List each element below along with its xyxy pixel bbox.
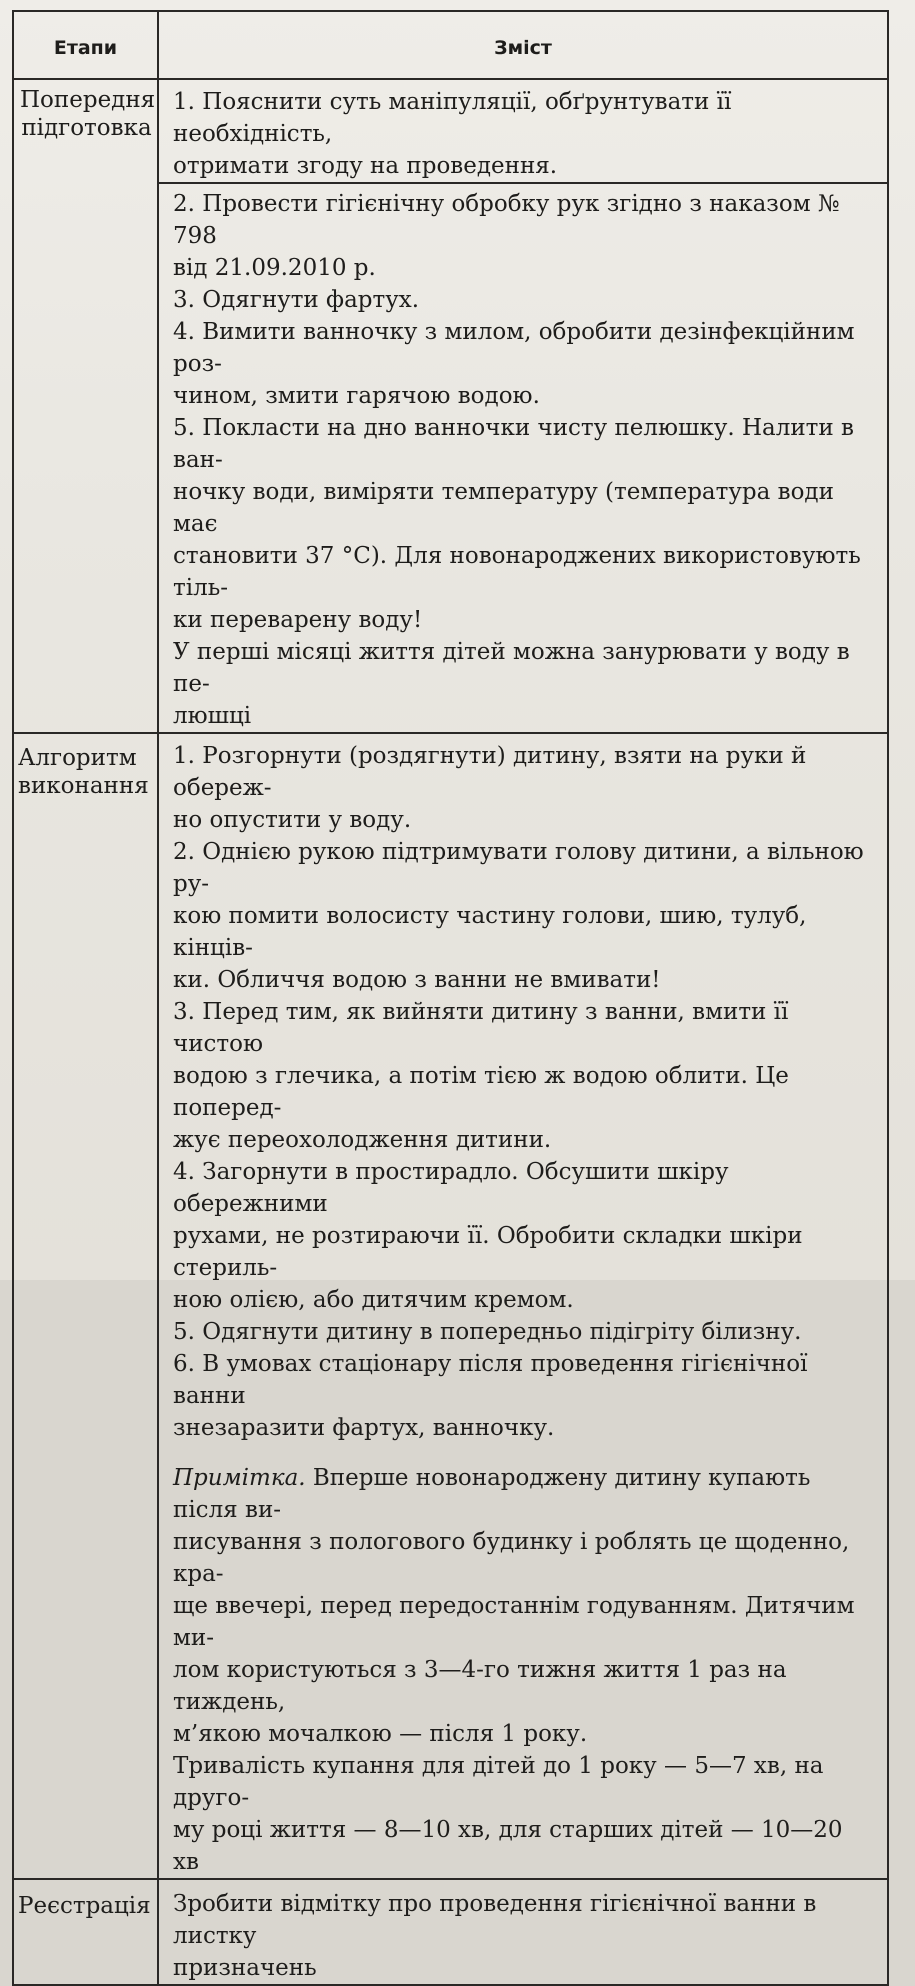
content-registration bbox=[158, 1879, 888, 1985]
spacer bbox=[173, 1444, 873, 1462]
text-line: рухами, не розтираючи її. Обробити складки шкіри стериль- bbox=[173, 1223, 803, 1281]
note-line: лом користуються з 3—4-го тижня життя 1 раз на тиждень, bbox=[173, 1657, 787, 1715]
text-line: 4. Загорнути в простирадло. Обсушити шкіру обережними bbox=[173, 1159, 729, 1217]
note-label: Примітка. bbox=[173, 1465, 306, 1491]
header-content: Зміст bbox=[158, 11, 888, 79]
content-preparation-1 bbox=[158, 79, 888, 183]
text-line: ною олією, або дитячим кремом. bbox=[173, 1287, 574, 1313]
text-line: 3. Перед тим, як вийняти дитину з ванни, вмити її чистою bbox=[173, 999, 789, 1057]
note-line: му році життя — 8—10 хв, для старших дітей — 10—20 хв bbox=[173, 1817, 843, 1875]
note-first-line bbox=[173, 1462, 873, 1526]
text-line: но опустити у воду. bbox=[173, 807, 412, 833]
text-line: чином, змити гарячою водою. bbox=[173, 383, 540, 409]
text-line: 3. Одягнути фартух. bbox=[173, 287, 420, 313]
text-line: від 21.09.2010 р. bbox=[173, 255, 376, 281]
text-line: 5. Покласти на дно ванночки чисту пелюшку. Налити в ван- bbox=[173, 415, 854, 473]
table-row-execution bbox=[13, 733, 888, 1879]
text-line: призначень bbox=[173, 1955, 317, 1981]
stage-execution: Алгоритм виконання bbox=[13, 733, 158, 1879]
note-first-line-text: Вперше новонароджену дитину купають після ви- bbox=[173, 1465, 811, 1523]
text-line: становити 37 °С). Для новонароджених використовують тіль- bbox=[173, 543, 861, 601]
text-line: 4. Вимити ванночку з милом, обробити дезінфекційним роз- bbox=[173, 319, 855, 377]
note-line: писування з пологового будинку і роблять це щоденно, кра- bbox=[173, 1529, 850, 1587]
text-line: 2. Провести гігієнічну обробку рук згідно з наказом № 798 bbox=[173, 191, 840, 249]
text-line: жує переохолодження дитини. bbox=[173, 1127, 552, 1153]
text-line: люшці bbox=[173, 703, 252, 729]
content-execution bbox=[158, 733, 888, 1879]
text-line: 2. Однією рукою підтримувати голову дитини, а вільною ру- bbox=[173, 839, 864, 897]
text-line: У перші місяці життя дітей можна занурювати у воду в пе- bbox=[173, 639, 850, 697]
text-line: ки. Обличчя водою з ванни не вмивати! bbox=[173, 967, 661, 993]
note-line: Тривалість купання для дітей до 1 року — 5—7 хв, на друго- bbox=[173, 1753, 824, 1811]
text-line: 6. В умовах стаціонару після проведення гігієнічної ванни bbox=[173, 1351, 808, 1409]
text-line: 5. Одягнути дитину в попередньо підігріту білизну. bbox=[173, 1319, 802, 1345]
header-stages: Етапи bbox=[13, 11, 158, 79]
text-line: знезаразити фартух, ванночку. bbox=[173, 1415, 555, 1441]
text-line: Зробити відмітку про проведення гігієнічної ванни в листку bbox=[173, 1891, 817, 1949]
note-line: ще ввечері, перед передостаннім годуванням. Дитячим ми- bbox=[173, 1593, 855, 1651]
table-row-registration bbox=[13, 1879, 888, 1985]
content-preparation-2 bbox=[158, 183, 888, 733]
text-line: 1. Розгорнути (роздягнути) дитину, взяти на руки й обереж- bbox=[173, 743, 807, 801]
text-line: водою з глечика, а потім тією ж водою облити. Це поперед- bbox=[173, 1063, 789, 1121]
text-line: кою помити волосисту частину голови, шию, тулуб, кінців- bbox=[173, 903, 807, 961]
table-row-preparation-1 bbox=[13, 79, 888, 183]
text-line: отримати згоду на проведення. bbox=[173, 153, 558, 179]
stage-registration: Реєстрація bbox=[13, 1879, 158, 1985]
table-header-row bbox=[13, 11, 888, 79]
text-line: 1. Пояснити суть маніпуляції, обґрунтувати її необхідність, bbox=[173, 89, 732, 147]
procedure-table bbox=[12, 10, 889, 1986]
text-line: ки переварену воду! bbox=[173, 607, 423, 633]
text-line: ночку води, виміряти температуру (температура води має bbox=[173, 479, 834, 537]
note-line: м’якою мочалкою — після 1 року. bbox=[173, 1721, 588, 1747]
stage-preparation: Попередня підготовка bbox=[13, 79, 158, 733]
